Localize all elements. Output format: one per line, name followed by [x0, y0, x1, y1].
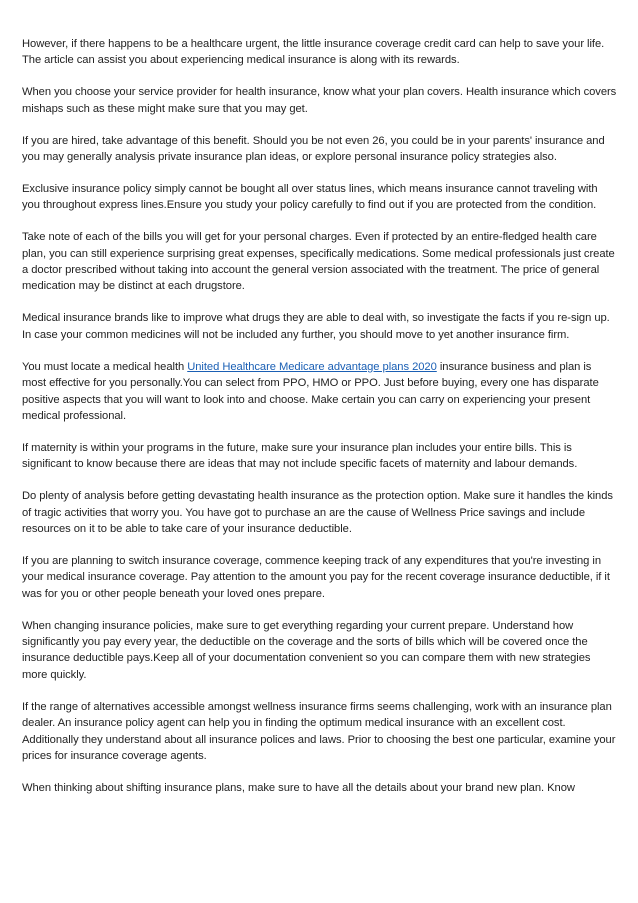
paragraph-7-text-before: You must locate a medical health [22, 360, 188, 373]
paragraph-8: If maternity is within your programs in the future, make sure your insurance plan includes your entire bills. This is significant to know because there are ideas that may not include specific facets of maternity and labour demands. [22, 441, 578, 471]
paragraph-1: However, if there happens to be a healthcare urgent, the little insurance coverage credit card can help to save your life. The article can assist you about experiencing medical insurance is along with its rewards. [22, 38, 605, 67]
paragraph-7-text-after: insurance business and plan is most effective for you personally.You can select from PPO, HMO or PPO. Just before buying, every one has disparate positive aspects that you will want to look into and choose. Make certain you can carry on experiencing your present medical professional. [22, 360, 599, 422]
paragraph-11: When changing insurance policies, make sure to get everything regarding your current prepare. Understand how significantly you pay every year, the deductible on the coverage and the sorts of bills which will be covered once the insurance deductible pays.Keep all of your documentation convenient so you can compare them with new strategies more quickly. [22, 619, 591, 681]
paragraph-3: If you are hired, take advantage of this benefit. Should you be not even 26, you could be in your parents' insurance and you may generally analysis private insurance plan ideas, or explore personal insurance policy strategies also. [22, 134, 605, 164]
paragraph-5: Take note of each of the bills you will get for your personal charges. Even if protected by an entire-fledged health care plan, you can still experience surprising great expenses, specifically medications. Some medical professionals just create a doctor prescribed without taking into account the general version associated with the treatment. The price of general medication may be distinct at each drugstore. [22, 231, 615, 293]
paragraph-13: When thinking about shifting insurance plans, make sure to have all the details about your brand new plan. Know [22, 781, 575, 794]
paragraph-4: Exclusive insurance policy simply cannot be bought all over status lines, which means insurance cannot traveling with you throughout express lines.Ensure you study your policy carefully to find out if you are protected from the condition. [22, 182, 598, 212]
paragraph-10: If you are planning to switch insurance coverage, commence keeping track of any expenditures that you're investing in your medical insurance coverage. Pay attention to the amount you pay for the recent coverage insurance deductible, if it was for you or other people beneath your loved ones prepare. [22, 554, 610, 600]
paragraph-2: When you choose your service provider for health insurance, know what your plan covers. Health insurance which covers mishaps such as these might make sure that you may get. [22, 86, 617, 115]
medicare-plans-link[interactable]: United Healthcare Medicare advantage plans 2020 [187, 360, 437, 373]
paragraph-12: If the range of alternatives accessible amongst wellness insurance firms seems challenging, work with an insurance plan dealer. An insurance policy agent can help you in finding the optimum medical insurance with an excellent cost. Additionally they understand about all insurance polices and laws. Prior to choosing the best one particular, examine your prices for insurance coverage agents. [22, 700, 616, 762]
paragraph-7 [22, 359, 617, 425]
paragraph-9: Do plenty of analysis before getting devastating health insurance as the protection option. Make sure it handles the kinds of tragic activities that worry you. You have got to purchase an are the cause of Wellness Price savings and include resources on it to be able to take care of your insurance deductible. [22, 490, 613, 535]
paragraph-6: Medical insurance brands like to improve what drugs they are able to deal with, so investigate the facts if you re-sign up. In case your common medicines will not be included any further, you should move to yet another insurance firm. [22, 312, 610, 341]
